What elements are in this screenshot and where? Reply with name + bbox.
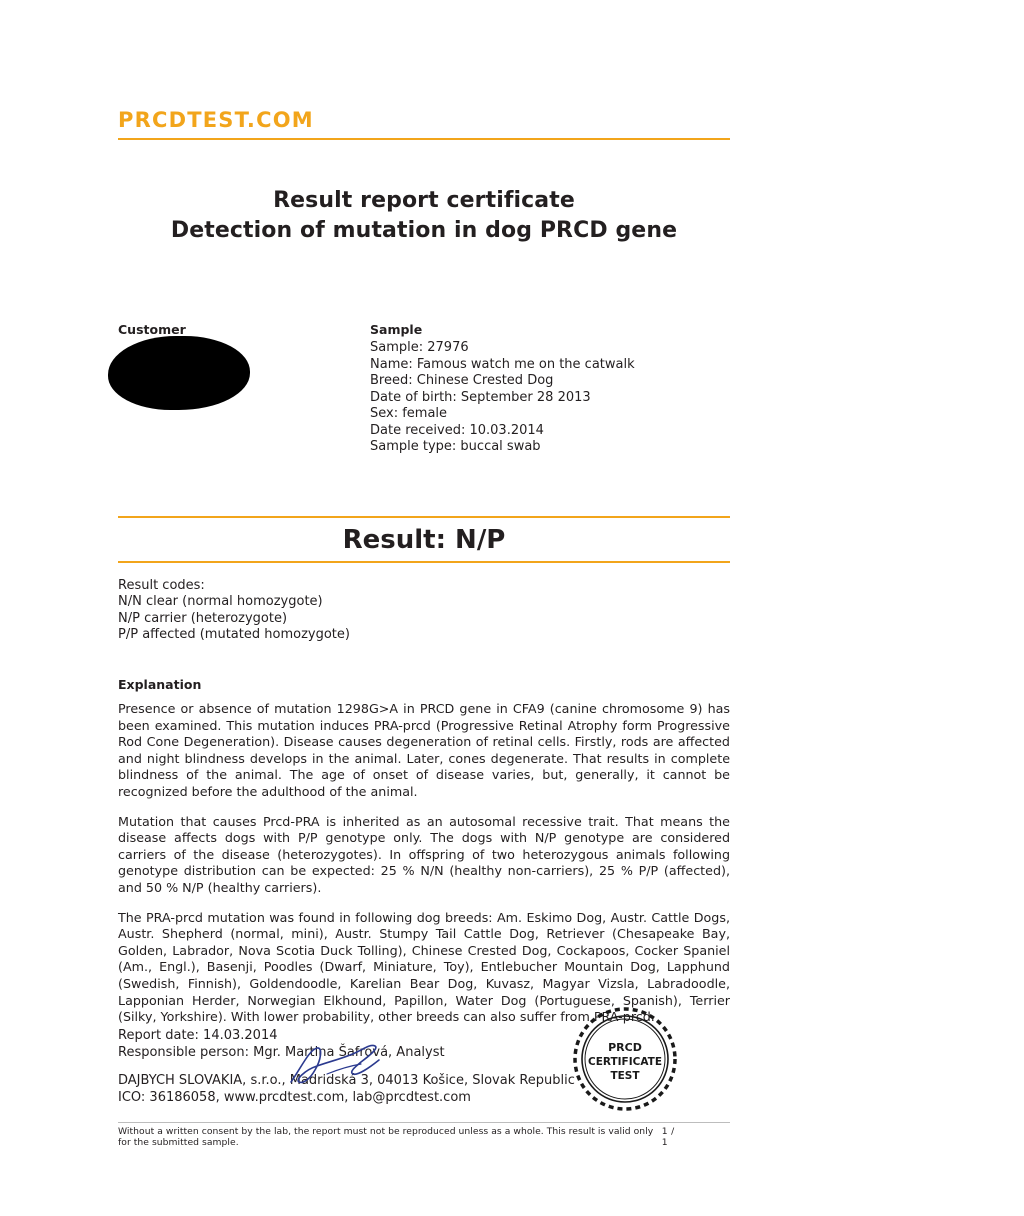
result-bottom-divider	[118, 561, 730, 563]
result-code-nn: N/N clear (normal homozygote)	[118, 594, 323, 610]
result-codes-heading: Result codes:	[118, 578, 205, 593]
result-value: Result: N/P	[342, 525, 506, 555]
result-code-np: N/P carrier (heterozygote)	[118, 610, 288, 626]
company-contact: ICO: 36186058, www.prcdtest.com, lab@prcdtest.com	[118, 1089, 471, 1105]
result-banner	[118, 516, 730, 563]
sample-dob: Date of birth: September 28 2013	[370, 389, 591, 405]
customer-heading: Customer	[118, 322, 186, 337]
customer-block	[118, 322, 358, 340]
header-divider	[118, 138, 730, 140]
certificate-stamp-icon	[570, 1004, 680, 1114]
sample-name: Name: Famous watch me on the catwalk	[370, 356, 635, 372]
explanation-section	[118, 677, 730, 1039]
company-address: DAJBYCH SLOVAKIA, s.r.o., Madridská 3, 04013 Košice, Slovak Republic	[118, 1073, 575, 1088]
sample-type: Sample type: buccal swab	[370, 439, 541, 454]
explanation-paragraph-1: Presence or absence of mutation 1298G>A in PRCD gene in CFA9 (canine chromosome 9) has been examined. This mutation induces PRA-prcd (Progressive Retinal Atrophy form Progressive Rod Cone Degeneration). Disease causes degeneration of retinal cells. Firstly, rods are affected and night blindness develops in the animal. Later, cones degenerate. That results in complete blindness of the animal. The age of onset of disease varies, but, generally, it cannot be recognized before the adulthood of the animal.	[118, 701, 730, 799]
title-line-1: Result report certificate	[273, 188, 575, 213]
disclaimer-section	[118, 1122, 730, 1148]
page-title	[118, 186, 730, 246]
disclaimer-text: Without a written consent by the lab, the report must not be reproduced unless as a whole. This result is valid only for the submitted sample.	[118, 1126, 654, 1148]
site-logo: PRCDTEST.COM	[118, 108, 314, 132]
result-codes	[118, 578, 730, 643]
explanation-paragraph-3: The PRA-prcd mutation was found in following dog breeds: Am. Eskimo Dog, Austr. Cattle Dogs, Austr. Shepherd (normal, mini), Austr. Stumpy Tail Cattle Dog, Retriever (Chesapeake Bay, Golden, Labrador, Nova Scotia Duck Tolling), Chinese Crested Dog, Cockapoos, Cocker Spaniel (Am., Engl.), Basenji, Poodles (Dwarf, Miniature, Toy), Entlebucher Mountain Dog, Lapphund (Swedish, Finnish), Goldendoodle, Karelian Bear Dog, Kuvasz, Magyar Vizsla, Labradoodle, Lapponian Herder, Norwegian Elkhound, Papillon, Water Dog (Portuguese, Spanish), Terrier (Silky, Yorkshire). With lower probability, other breeds can also suffer from PRA-prcd.	[118, 909, 730, 1025]
stamp-line-3: TEST	[610, 1070, 640, 1082]
stamp-line-1: PRCD	[608, 1041, 642, 1054]
sample-date-received: Date received: 10.03.2014	[370, 422, 544, 438]
stamp-line-2: CERTIFICATE	[588, 1056, 662, 1068]
sample-heading: Sample	[370, 322, 423, 337]
redaction-mark	[108, 336, 250, 410]
sample-id: Sample: 27976	[370, 340, 469, 355]
title-line-2: Detection of mutation in dog PRCD gene	[170, 218, 678, 243]
result-code-pp: P/P affected (mutated homozygote)	[118, 626, 350, 642]
page-number: 1 / 1	[661, 1126, 675, 1148]
sample-breed: Breed: Chinese Crested Dog	[370, 373, 554, 388]
explanation-heading: Explanation	[118, 677, 202, 692]
explanation-paragraph-2: Mutation that causes Prcd-PRA is inherited as an autosomal recessive trait. That means the disease affects dogs with P/P genotype only. The dogs with N/P genotype are considered carriers of the disease (heterozygotes). In offspring of two heterozygous animals following genotype distribution can be expected: 25 % N/N (healthy non-carriers), 25 % P/P (affected), and 50 % N/P (healthy carriers).	[118, 813, 730, 895]
report-date: Report date: 14.03.2014	[118, 1028, 278, 1043]
sample-block	[370, 322, 730, 456]
sample-sex: Sex: female	[370, 406, 448, 421]
responsible-person: Responsible person: Mgr. Martina Šafrová, Analyst	[118, 1044, 445, 1060]
header	[118, 110, 730, 140]
